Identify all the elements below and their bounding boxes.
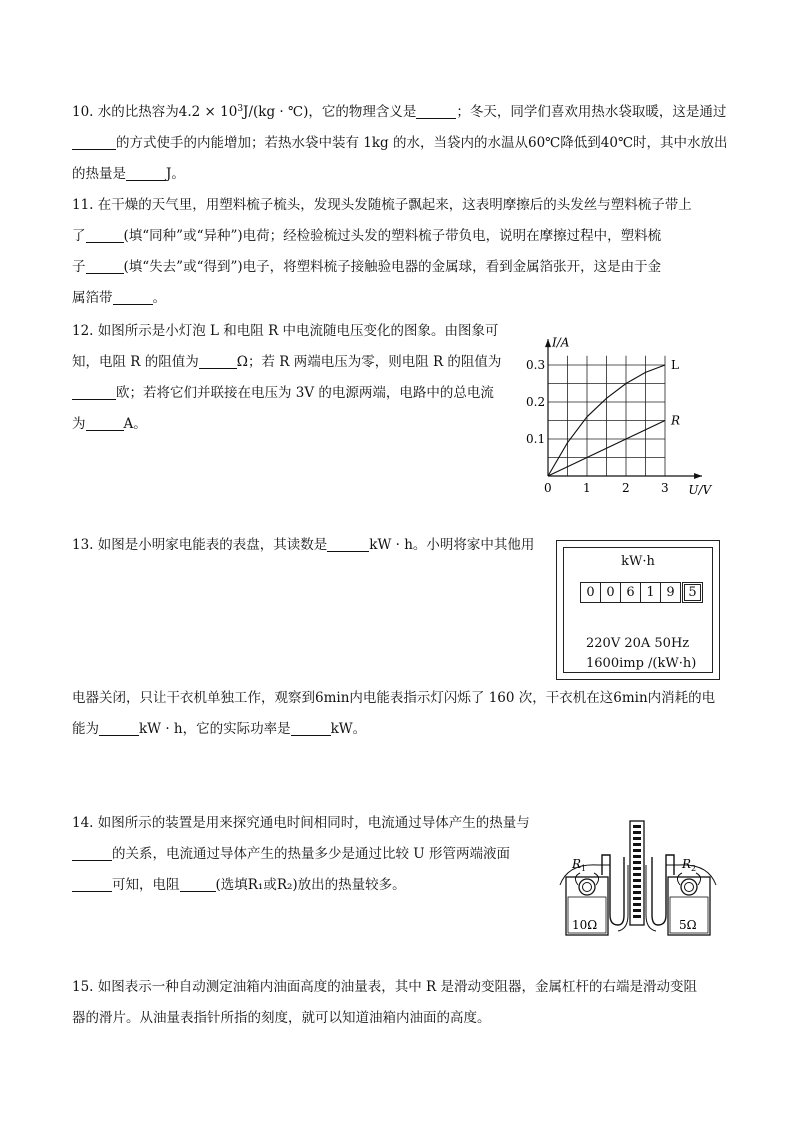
q14-blank-3[interactable] <box>180 875 216 892</box>
meter-digit: 6 <box>620 582 641 603</box>
scale-tick <box>633 843 641 846</box>
q11-line-3 <box>72 252 692 283</box>
q11-line-1 <box>72 190 692 221</box>
meter-digit: 9 <box>660 582 681 603</box>
graph-grid <box>548 356 665 476</box>
scale-tick <box>633 873 641 876</box>
q10-line-1 <box>72 97 728 128</box>
q11-text-g: 。 <box>152 290 166 306</box>
scale-tick <box>633 849 641 852</box>
q13-text-a: 13. 如图是小明家电能表的表盘，其读数是 <box>72 537 328 553</box>
question-10 <box>72 97 728 190</box>
joule-heating-apparatus <box>558 815 718 940</box>
q12-blank-1[interactable] <box>199 352 237 369</box>
energy-meter-panel <box>563 547 713 673</box>
question-15 <box>72 972 697 1034</box>
q14-blank-2[interactable] <box>72 875 112 892</box>
series-label-R: R <box>671 413 681 428</box>
q14-text-b: 的关系，电流通过导体产生的热量多少是通过比较 U 形管两端液面 <box>112 846 510 862</box>
q11-line-4 <box>72 283 692 314</box>
question-11 <box>72 190 692 314</box>
q11-text-b: 了 <box>72 228 86 244</box>
q13-text-d: 能为 <box>72 721 99 737</box>
q14-line-3 <box>72 870 530 901</box>
x-axis-arrow-icon <box>694 473 702 479</box>
scale-tick <box>633 825 641 828</box>
q12-line-2 <box>72 347 501 378</box>
q15-line-2 <box>72 1003 697 1034</box>
left-resistance-label: 10Ω <box>572 918 598 932</box>
question-12 <box>72 316 501 440</box>
meter-spec-1: 220V 20A 50Hz <box>586 636 690 651</box>
r1-subscript: 1 <box>581 864 587 873</box>
q13-line-2 <box>72 683 715 714</box>
right-coil-inner <box>685 883 694 892</box>
q10-blank-1[interactable] <box>416 102 456 119</box>
scale-tick <box>633 861 641 864</box>
x-tick-label: 2 <box>622 481 630 495</box>
q15-line-1 <box>72 972 697 1003</box>
x-tick-label: 0 <box>544 481 552 495</box>
q12-text-c: Ω；若 R 两端电压为零，则电阻 R 的阻值为 <box>236 354 502 370</box>
q10-text-a: 10. 水的比热容为4.2 × 10 <box>72 104 238 120</box>
meter-digit: 1 <box>640 582 661 603</box>
energy-meter <box>556 540 720 680</box>
q12-blank-3[interactable] <box>86 414 124 431</box>
q13-blank-3[interactable] <box>291 719 331 736</box>
scale-tick <box>633 867 641 870</box>
q12-text-e: 为 <box>72 416 86 432</box>
q11-text-d: 子 <box>72 259 86 275</box>
right-resistance-label: 5Ω <box>679 918 697 932</box>
question-14 <box>72 808 530 901</box>
q13-line-1 <box>72 530 534 561</box>
scale-tick <box>633 891 641 894</box>
q13-text-b: kW · h。小明将家中其他用 <box>369 537 535 553</box>
question-13-continued <box>72 683 715 745</box>
q12-text-a: 12. 如图所示是小灯泡 L 和电阻 R 中电流随电压变化的图象。由图象可 <box>72 323 499 339</box>
meter-digits <box>580 582 702 603</box>
q12-blank-2[interactable] <box>72 383 116 400</box>
x-tick-label: 3 <box>661 481 669 495</box>
q11-line-2 <box>72 221 692 252</box>
r2-subscript: 2 <box>691 864 697 873</box>
q10-blank-3[interactable] <box>126 164 166 181</box>
series-label-L: L <box>671 358 679 372</box>
q10-text-b: J/(kg · ℃)，它的物理含义是 <box>243 104 417 120</box>
q13-blank-1[interactable] <box>327 535 369 552</box>
left-coil-icon <box>579 879 595 895</box>
meter-digit: 0 <box>600 582 621 603</box>
y-axis-arrow-icon <box>545 339 551 347</box>
q13-text-e: kW · h，它的实际功率是 <box>139 721 291 737</box>
q12-line-1 <box>72 316 501 347</box>
scale-tick <box>633 909 641 912</box>
scale-tick <box>633 831 641 834</box>
scale-tick <box>633 837 641 840</box>
question-13 <box>72 530 534 561</box>
scale-tick <box>633 903 641 906</box>
meter-unit: kW·h <box>621 554 655 569</box>
q13-line-3 <box>72 714 715 745</box>
q14-line-2 <box>72 839 530 870</box>
iu-graph <box>520 320 730 500</box>
right-coil-icon <box>681 879 697 895</box>
q10-text-f: J。 <box>166 166 185 182</box>
q11-blank-1[interactable] <box>86 226 124 243</box>
q12-line-3 <box>72 378 501 409</box>
q14-text-d: (选填R₁或R₂)放出的热量较多。 <box>215 877 406 893</box>
y-tick-label: 0.1 <box>526 432 546 446</box>
scale-tick <box>633 855 641 858</box>
q11-blank-3[interactable] <box>113 288 153 305</box>
q12-text-b: 知，电阻 R 的阻值为 <box>72 354 199 370</box>
q13-blank-2[interactable] <box>99 719 139 736</box>
y-tick-label: 0.2 <box>526 395 546 409</box>
q10-blank-2[interactable] <box>72 133 116 150</box>
q13-text-c: 电器关闭，只让干衣机单独工作，观察到6min内电能表指示灯闪烁了 160 次，干衣机在这6min内消耗的电 <box>72 690 716 706</box>
q11-text-c: (填“同种”或“异种”)电荷；经检验梳过头发的塑料梳子带负电，说明在摩擦过程中，塑料梳 <box>123 228 662 244</box>
left-coil-inner <box>583 883 592 892</box>
r2-label: R <box>682 857 692 871</box>
q11-blank-2[interactable] <box>86 257 124 274</box>
q14-line-1 <box>72 808 530 839</box>
q10-text-e: 的热量是 <box>72 166 126 182</box>
q11-text-a: 11. 在干燥的天气里，用塑料梳子梳头，发现头发随梳子飘起来，这表明摩擦后的头发丝与塑料梳子带上 <box>72 197 692 213</box>
q13-text-f: kW。 <box>330 721 367 737</box>
meter-digit-decimal: 5 <box>682 582 703 603</box>
meter-spec-2: 1600imp /(kW·h) <box>586 656 697 671</box>
q10-line-3 <box>72 159 728 190</box>
y-tick-label: 0.3 <box>526 358 546 372</box>
scale-tick <box>633 915 641 918</box>
x-tick-label: 1 <box>583 481 591 495</box>
scale-tick <box>633 897 641 900</box>
q15-text-b: 器的滑片。从油量表指针所指的刻度，就可以知道油箱内油面的高度。 <box>72 1010 491 1026</box>
q12-text-f: A。 <box>123 416 147 432</box>
q12-text-d: 欧；若将它们并联接在电压为 3V 的电源两端，电路中的总电流 <box>116 385 494 401</box>
scale-tick <box>633 885 641 888</box>
q14-text-a: 14. 如图所示的装置是用来探究通电时间相同时，电流通过导体产生的热量与 <box>72 815 530 831</box>
q11-text-f: 属箔带 <box>72 290 113 306</box>
q15-text-a: 15. 如图表示一种自动测定油箱内油面高度的油量表，其中 R 是滑动变阻器，金属杠杆的右端是滑动变阻 <box>72 979 698 995</box>
q14-blank-1[interactable] <box>72 844 112 861</box>
meter-digit: 0 <box>580 582 601 603</box>
q11-text-e: (填“失去”或“得到”)电子，将塑料梳子接触验电器的金属球，看到金属箔张开，这是由于金 <box>123 259 662 275</box>
x-axis-label: U/V <box>688 483 712 497</box>
scale-tick <box>633 879 641 882</box>
q10-text-d: 的方式使手的内能增加；若热水袋中装有 1kg 的水，当袋内的水温从60℃降低到40℃时，其中水放出 <box>116 135 728 151</box>
q12-line-4 <box>72 409 501 440</box>
y-axis-label: I/A <box>552 335 570 350</box>
q10-text-c: ；冬天，同学们喜欢用热水袋取暖，这是通过 <box>456 104 727 120</box>
r1-label: R <box>572 857 582 871</box>
q14-text-c: 可知，电阻 <box>112 877 180 893</box>
q10-exponent: 3 <box>237 104 244 114</box>
q10-line-2 <box>72 128 728 159</box>
